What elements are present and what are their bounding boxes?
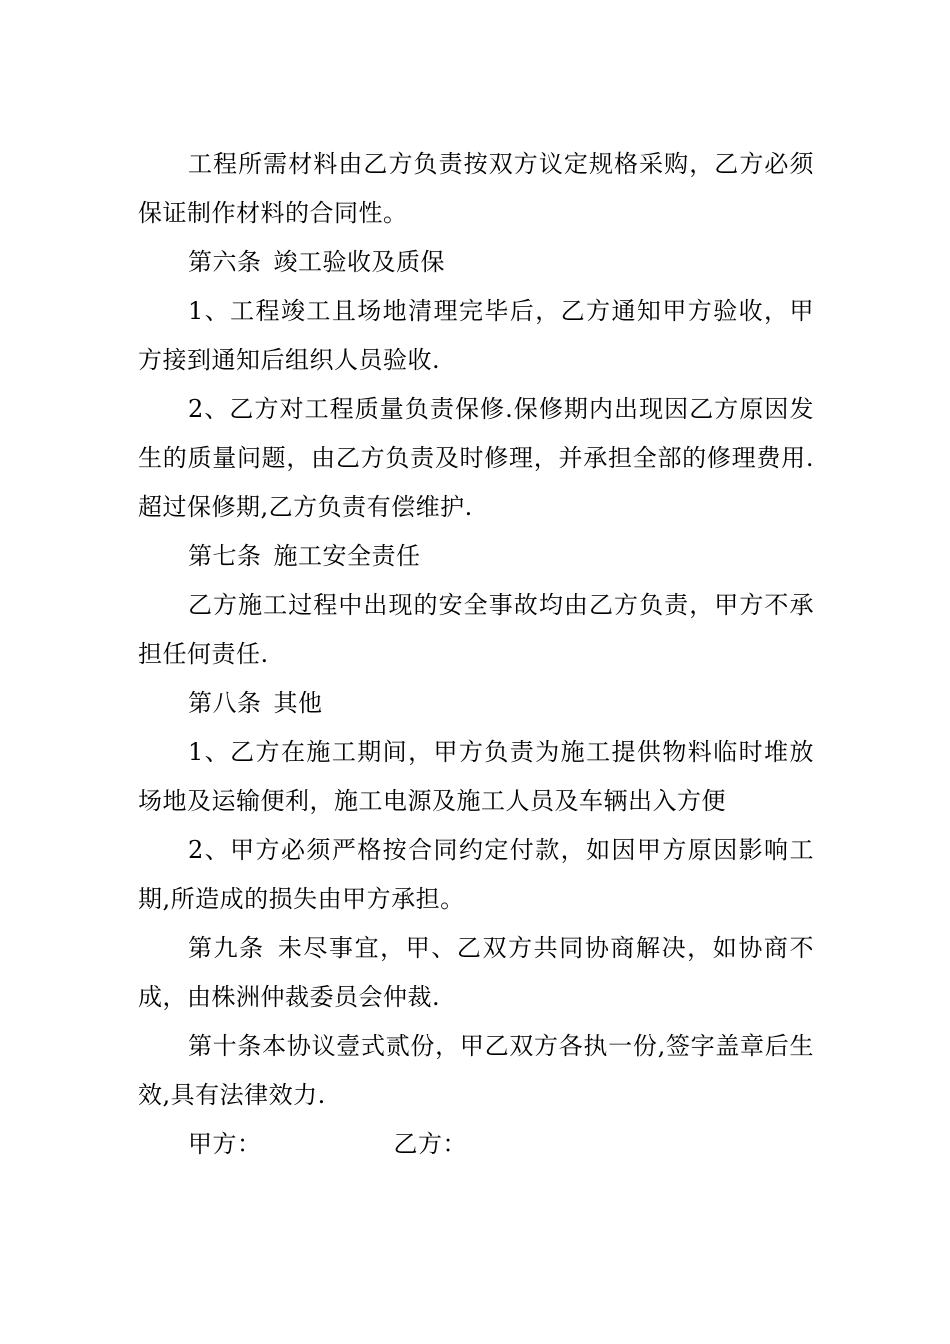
article-8-clause-2: 2、甲方必须严格按合同约定付款，如因甲方原因影响工期,所造成的损失由甲方承担。: [138, 836, 814, 913]
article-9: [138, 924, 814, 1022]
party-b-signature-label: 乙方：: [393, 1130, 467, 1158]
signature-row: [138, 1120, 814, 1169]
article-8-number: 第八条: [188, 689, 262, 717]
article-7-number: 第七条: [188, 542, 262, 570]
article-6-clause-2: 2、乙方对工程质量负责保修.保修期内出现因乙方原因发生的质量问题，由乙方负责及时修理，并承担全部的修理费用.超过保修期,乙方负责有偿维护.: [138, 395, 814, 521]
article-10: 第十条本协议壹式贰份，甲乙双方各执一份,签字盖章后生效,具有法律效力.: [138, 1032, 814, 1109]
document-body: [138, 140, 814, 1169]
article-7-clause-1: 乙方施工过程中出现的安全事故均由乙方负责，甲方不承担任何责任.: [138, 591, 814, 668]
article-8-title: 其他: [273, 689, 323, 717]
article-8-heading: [138, 679, 814, 728]
article-9-number: 第九条: [188, 934, 265, 962]
article-8-clause-1: 1、乙方在施工期间，甲方负责为施工提供物料临时堆放场地及运输便利，施工电源及施工人员及车辆出入方便: [138, 738, 814, 815]
article-7-title: 施工安全责任: [273, 542, 421, 570]
article-6-clause-1: 1、工程竣工且场地清理完毕后，乙方通知甲方验收，甲方接到通知后组织人员验收.: [138, 297, 814, 374]
article-9-text: 未尽事宜，甲、乙双方共同协商解决，如协商不成，由株洲仲裁委员会仲裁.: [138, 934, 814, 1011]
article-6-number: 第六条: [188, 248, 262, 276]
article-6-heading: [138, 238, 814, 287]
article-7-heading: [138, 532, 814, 581]
party-a-signature-label: 甲方：: [188, 1130, 262, 1158]
article-6-title: 竣工验收及质保: [273, 248, 445, 276]
material-clause: 工程所需材料由乙方负责按双方议定规格采购，乙方必须保证制作材料的合同性。: [138, 150, 814, 227]
